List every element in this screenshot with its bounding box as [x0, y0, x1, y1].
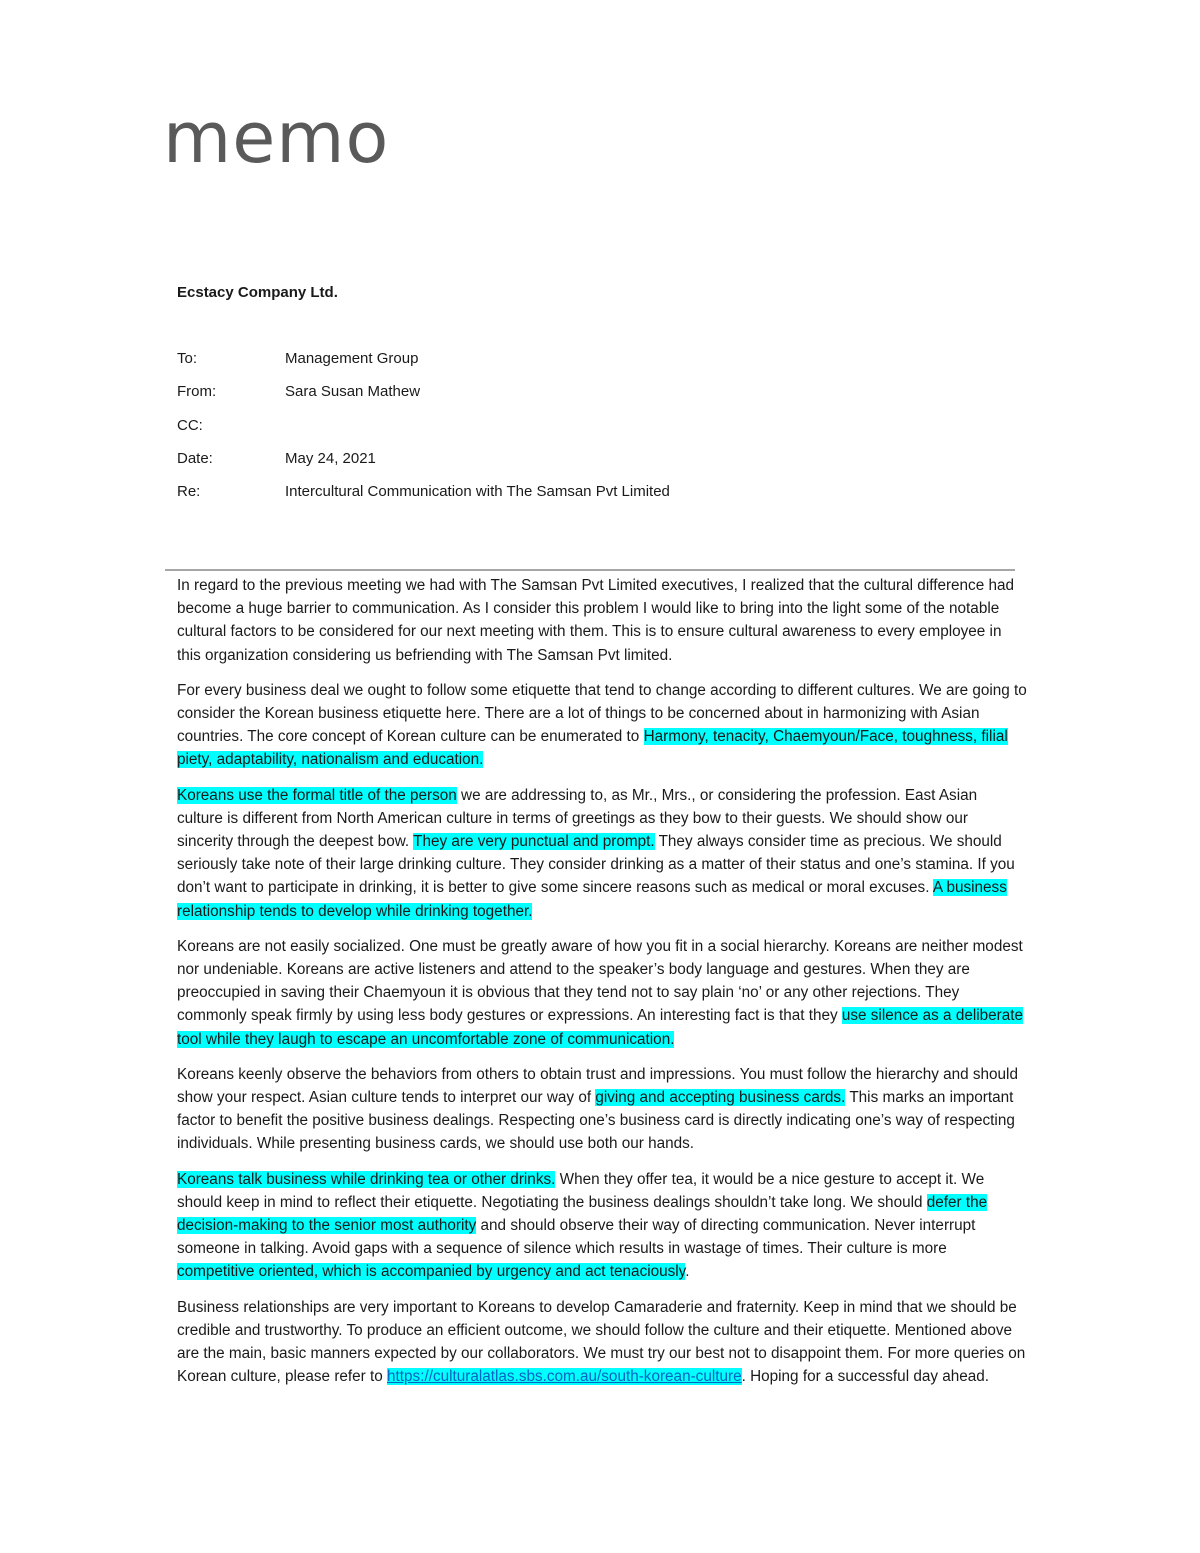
memo-body: [177, 574, 1027, 1401]
paragraph-social: [177, 935, 1027, 1051]
paragraph-text: When they offer tea, it would be a nice gesture to accept it. We should keep in mind to reflect their etiquette. Negotiating the business dealings shouldn’t take long. We should: [177, 1170, 985, 1211]
paragraph-etiquette: [177, 679, 1027, 772]
highlighted-text: A business relationship tends to develop while drinking together.: [177, 879, 1007, 920]
header-divider: [165, 569, 1015, 571]
from-value: Sara Susan Mathew: [285, 383, 421, 400]
paragraph-text: Business relationships are very important to Koreans to develop Camaraderie and fraternity. Keep in mind that we should be credible and trustworthy. To produce an efficient outcome, we should follow the culture and their etiquette. Mentioned above are the main, basic manners expected by our collaborators. We must try our best not to disappoint them. For more queries on Korean culture, please refer to: [177, 1298, 1026, 1386]
paragraph-text: .: [685, 1263, 690, 1281]
paragraph-text: Koreans are not easily socialized. One must be greatly aware of how you fit in a social hierarchy. Koreans are neither modest nor undeniable. Koreans are active listeners and attend to the speaker’s body language and gestures. When they are preoccupied in saving their Chaemyoun it is obvious that they tend not to say plain ‘no’ or any other rejections. They commonly speak firmly by using less body gestures or expressions. An interesting fact is that they: [177, 937, 1023, 1025]
paragraph-tea: [177, 1168, 1027, 1284]
paragraph-text: . Hoping for a successful day ahead.: [741, 1368, 990, 1386]
highlighted-text: use silence as a deliberate tool while they laugh to escape an uncomfortable zone of communication.: [177, 1007, 1024, 1048]
paragraph-business-cards: [177, 1063, 1027, 1156]
highlighted-text: defer the decision-making to the senior most authority: [177, 1193, 988, 1235]
highlighted-text: competitive oriented, which is accompanied by urgency and act tenaciously: [177, 1263, 686, 1281]
highlighted-text: Koreans use the formal title of the person: [177, 786, 457, 804]
paragraph-closing: [177, 1296, 1027, 1389]
highlighted-text: giving and accepting business cards.: [595, 1089, 846, 1107]
cc-label: CC:: [177, 417, 203, 434]
date-label: Date:: [177, 450, 213, 467]
paragraph-text: we are addressing to, as Mr., Mrs., or considering the profession. East Asian culture is different from North American culture in terms of greetings as they bow to their guests. We should show our sincerity through the deepest bow.: [177, 786, 978, 851]
culture-atlas-link[interactable]: https://culturalatlas.sbs.com.au/south-korean-culture: [387, 1368, 742, 1386]
company-name: Ecstacy Company Ltd.: [177, 284, 338, 301]
to-label: To:: [177, 350, 198, 367]
paragraph-text: In regard to the previous meeting we had with The Samsan Pvt Limited executives, I realized that the cultural difference had become a huge barrier to communication. As I consider this problem I would like to bring into the light some of the notable cultural factors to be considered for our next meeting with them. This is to ensure cultural awareness to every employee in this organization considering us befriending with The Samsan Pvt limited.: [177, 577, 1014, 664]
highlighted-text: They are very punctual and prompt.: [413, 833, 655, 851]
paragraph-titles: [177, 784, 1027, 923]
date-value: May 24, 2021: [285, 450, 376, 467]
re-label: Re:: [177, 483, 201, 500]
paragraph-intro: [177, 574, 1027, 667]
culture-link-highlight: [387, 1368, 742, 1385]
paragraph-text: Koreans keenly observe the behaviors from others to obtain trust and impressions. You must follow the hierarchy and should show your respect. Asian culture tends to interpret our way of: [177, 1065, 1018, 1107]
from-label: From:: [177, 383, 217, 400]
paragraph-text: This marks an important factor to benefit the positive business dealings. Respecting one’s business card is directly indicating one’s way of respecting individuals. While presenting business cards, we should use both our hands.: [177, 1089, 1015, 1153]
paragraph-text: They always consider time as precious. We should seriously take note of their large drinking culture. They consider drinking as a matter of their status and one’s stamina. If you don’t want to participate in drinking, it is better to give some sincere reasons such as medical or moral excuses.: [177, 833, 1015, 897]
re-value: Intercultural Communication with The Samsan Pvt Limited: [285, 483, 670, 500]
to-value: Management Group: [285, 350, 419, 367]
paragraph-text: and should observe their way of directing communication. Never interrupt someone in talking. Avoid gaps with a sequence of silence which results in wastage of times. Their culture is more: [177, 1217, 976, 1258]
highlighted-text: Koreans talk business while drinking tea or other drinks.: [177, 1170, 556, 1188]
highlighted-text: Harmony, tenacity, Chaemyoun/Face, toughness, filial piety, adaptability, nationalism and education.: [177, 728, 1008, 769]
memo-title: memo: [163, 97, 390, 179]
paragraph-text: For every business deal we ought to follow some etiquette that tend to change according to different cultures. We are going to consider the Korean business etiquette here. There are a lot of things to be concerned about in harmonizing with Asian countries. The core concept of Korean culture can be enumerated to: [177, 681, 1027, 746]
